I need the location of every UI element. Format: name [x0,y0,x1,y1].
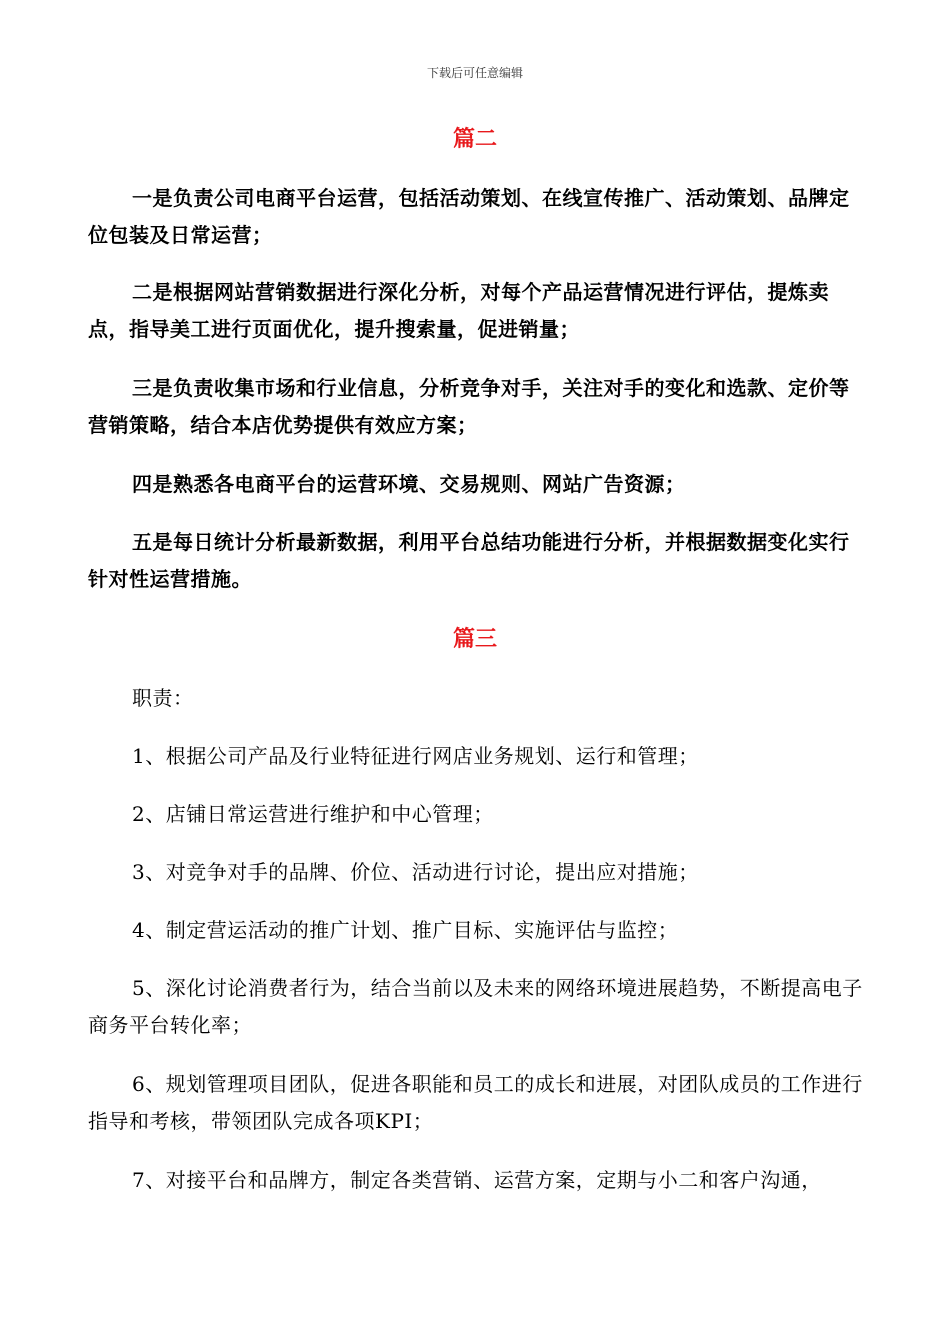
header-note: 下载后可任意编辑 [426,66,523,80]
section3-item-2: 2、店铺日常运营进行维护和中心管理； [132,802,494,826]
section2-paragraph-4: 四是熟悉各电商平台的运营环境、交易规则、网站广告资源； [132,472,686,496]
section2-paragraph-5: 五是每日统计分析最新数据，利用平台总结功能进行分析，并根据数据变化实行针对性运营措施。 [88,530,850,591]
section3-item-6: 6、规划管理项目团队，促进各职能和员工的成长和进展，对团队成员的工作进行指导和考核，带领团队完成各项KPI； [88,1072,863,1133]
section3-item-5: 5、深化讨论消费者行为，结合当前以及未来的网络环境进展趋势，不断提高电子商务平台转化率； [88,976,863,1037]
section2-paragraph-3: 三是负责收集市场和行业信息，分析竞争对手，关注对手的变化和选款、定价等营销策略，结合本店优势提供有效应方案； [88,376,850,437]
section3-intro: 职责： [132,686,194,710]
section3-item-7: 7、对接平台和品牌方，制定各类营销、运营方案，定期与小二和客户沟通， [132,1168,822,1192]
section-title-3: 篇三 [452,627,497,652]
section3-item-1: 1、根据公司产品及行业特征进行网店业务规划、运行和管理； [132,744,699,768]
section3-item-4: 4、制定营运活动的推广计划、推广目标、实施评估与监控； [132,918,679,942]
section3-item-3: 3、对竞争对手的品牌、价位、活动进行讨论，提出应对措施； [132,860,699,884]
section2-paragraph-2: 二是根据网站营销数据进行深化分析，对每个产品运营情况进行评估，提炼卖点，指导美工进行页面优化，提升搜索量，促进销量； [88,280,829,341]
section2-paragraph-1: 一是负责公司电商平台运营，包括活动策划、在线宣传推广、活动策划、品牌定位包装及日常运营； [88,186,850,247]
section-title-2: 篇二 [452,127,497,152]
